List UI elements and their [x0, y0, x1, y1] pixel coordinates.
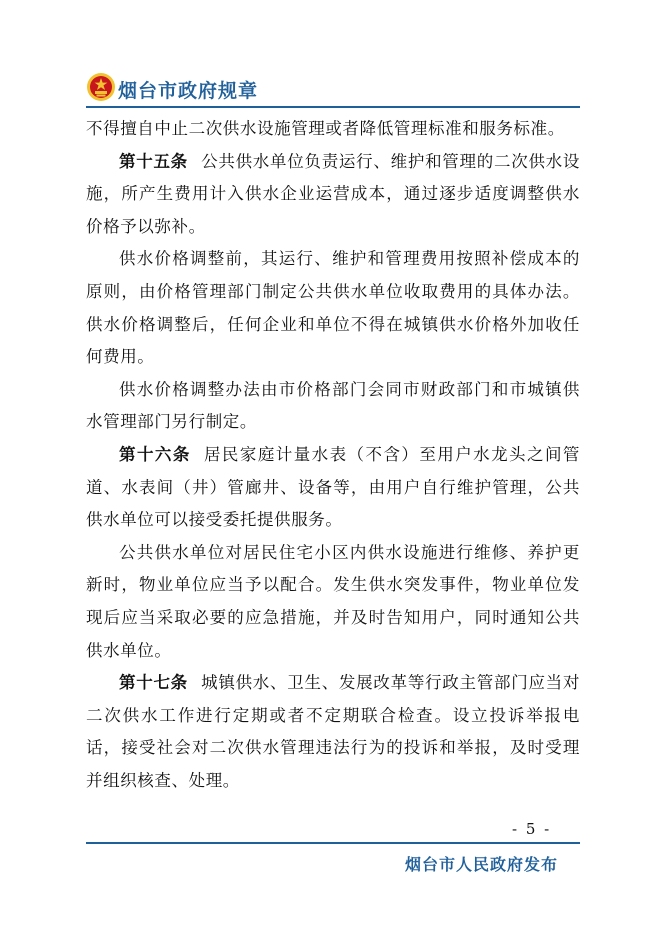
article-paragraph: [86, 439, 580, 537]
paragraph-text: 城镇供水、卫生、发展改革等行政主管部门应当对二次供水工作进行定期或者不定期联合检查。设立投诉举报电话，接受社会对二次供水管理违法行为的投诉和举报，及时受理并组织核查、处理。: [86, 673, 580, 790]
page-number: - 5 -: [512, 820, 552, 838]
paragraph-text: 居民家庭计量水表（不含）至用户水龙头之间管道、水表间（井）管廊井、设备等，由用户自行维护管理，公共供水单位可以接受委托提供服务。: [86, 444, 580, 530]
paragraph: [86, 374, 580, 439]
paragraph-text: 供水价格调整前，其运行、维护和管理费用按照补偿成本的原则，由价格管理部门制定公共供水单位收取费用的具体办法。供水价格调整后，任何企业和单位不得在城镇供水价格外加收任何费用。: [86, 249, 580, 367]
paragraph-text: 公共供水单位负责运行、维护和管理的二次供水设施，所产生费用计入供水企业运营成本，通过逐步适度调整供水价格予以弥补。: [86, 151, 580, 236]
footer-publisher: 烟台市人民政府发布: [404, 855, 558, 874]
paragraph-text: 公共供水单位对居民住宅小区内供水设施进行维修、养护更新时，物业单位应当予以配合。发生供水突发事件，物业单位发现后应当采取必要的应急措施，并及时告知用户，同时通知公共供水单位。: [86, 542, 580, 660]
article-number: 第十五条: [119, 151, 188, 171]
article-paragraph: [86, 667, 580, 797]
national-emblem-icon: [86, 72, 116, 102]
article-number: 第十六条: [119, 444, 191, 464]
header-divider: [86, 106, 580, 108]
paragraph-text: 供水价格调整办法由市价格部门会同市财政部门和市城镇供水管理部门另行制定。: [86, 379, 580, 432]
article-paragraph: [86, 146, 580, 244]
paragraph: [86, 243, 580, 373]
footer-divider: [86, 842, 580, 844]
header-title: 烟台市政府规章: [118, 80, 259, 102]
paragraph-text: 不得擅自中止二次供水设施管理或者降低管理标准和服务标准。: [86, 119, 565, 138]
article-number: 第十七条: [119, 673, 188, 693]
document-body: [86, 113, 580, 797]
paragraph: [86, 113, 580, 146]
document-header: [86, 70, 586, 114]
paragraph: [86, 537, 580, 667]
